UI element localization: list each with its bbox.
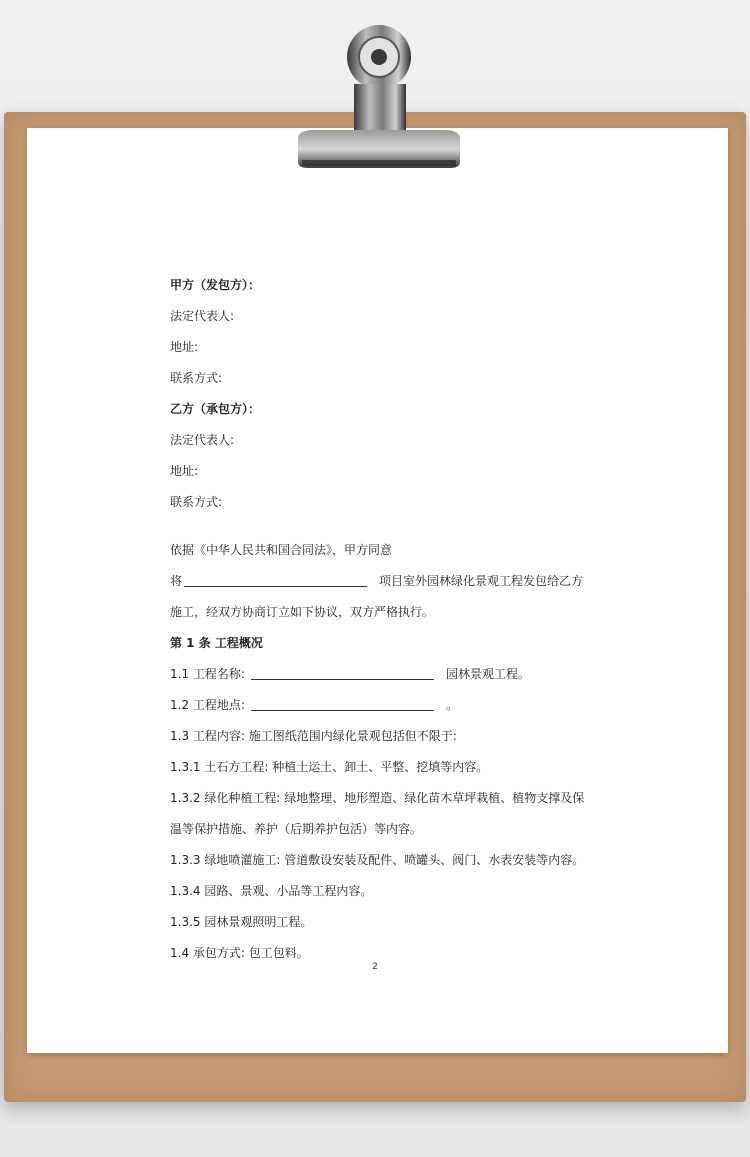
party-a-representative: 法定代表人: [170, 309, 235, 323]
party-a-contact: 联系方式: [170, 371, 223, 385]
intro-line-1: 依据《中华人民共和国合同法》，甲方同意 [170, 543, 393, 557]
party-b-title: 乙方（承包方）： [170, 402, 261, 416]
page-number: 2 [372, 962, 378, 972]
item-1-1-suffix: 园林景观工程。 [445, 667, 530, 681]
party-a-title: 甲方（发包方）： [170, 278, 261, 292]
contract-body [170, 270, 610, 969]
party-b-contact: 联系方式: [170, 495, 223, 509]
party-b-representative: 法定代表人: [170, 433, 235, 447]
item-1-3-4: 1.3.4 园路、景观、小品等工程内容。 [170, 884, 373, 898]
item-1-1-prefix: 1.1 工程名称: [170, 667, 245, 681]
binder-clip-icon [284, 22, 464, 172]
item-1-4: 1.4 承包方式: 包工包料。 [170, 946, 309, 960]
item-1-3-1: 1.3.1 土石方工程: 种植土运土、卸土、平整、挖填等内容。 [170, 760, 489, 774]
item-1-3-5: 1.3.5 园林景观照明工程。 [170, 915, 313, 929]
party-b-address: 地址: [170, 464, 199, 478]
intro-line-2-prefix: 将 [170, 574, 183, 588]
intro-line-2-suffix: 项目室外园林绿化景观工程发包给乙方 [379, 574, 584, 588]
item-1-2-suffix: 。 [445, 698, 458, 712]
section-gap [170, 518, 610, 535]
article-1-heading: 第 1 条 工程概况 [170, 636, 263, 650]
item-1-3-3: 1.3.3 绿地喷灌施工: 管道敷设安装及配件、喷罐头、阀门、水表安装等内容。 [170, 853, 585, 867]
project-title-blank [251, 665, 434, 680]
item-1-2 [170, 690, 610, 721]
intro-line-2 [170, 566, 610, 597]
item-1-2-prefix: 1.2 工程地点: [170, 698, 245, 712]
item-1-3-2-b: 温等保护措施、养护（后期养护包活）等内容。 [170, 822, 423, 836]
project-location-blank [251, 696, 434, 711]
item-1-1 [170, 659, 610, 690]
intro-line-3: 施工，经双方协商订立如下协议，双方严格执行。 [170, 605, 435, 619]
item-1-3: 1.3 工程内容: 施工图纸范围内绿化景观包括但不限于: [170, 729, 457, 743]
party-a-address: 地址: [170, 340, 199, 354]
item-1-3-2-a: 1.3.2 绿化种植工程: 绿地整理、地形塑造、绿化苗木草坪栽植、植物支撑及保 [170, 791, 585, 805]
project-name-blank [184, 572, 367, 587]
